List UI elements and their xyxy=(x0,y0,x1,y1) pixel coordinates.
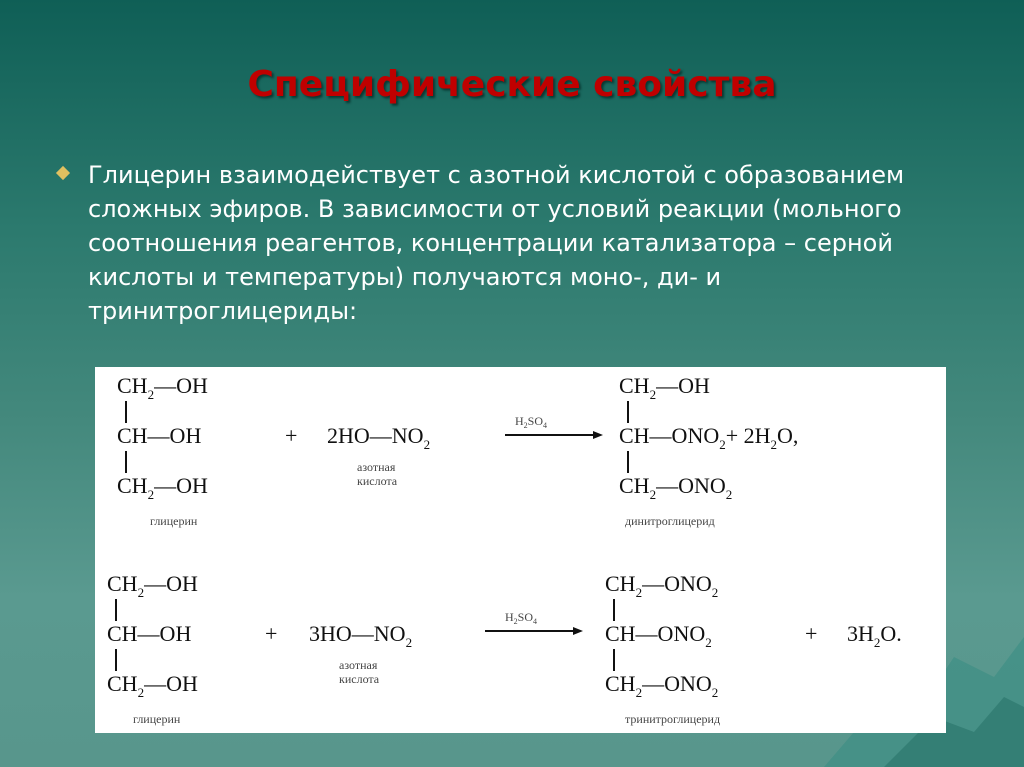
svg-text:3H2O.: $3H_2O$. xyxy=(847,621,902,650)
svg-text:+: + xyxy=(805,621,818,646)
svg-text:3HO—NO2: $3HO—NO_2$ xyxy=(309,621,413,650)
r1-label-product: динитроглицерид xyxy=(625,514,715,528)
svg-text:H2SO4: $H_2SO_4$ xyxy=(515,414,548,430)
svg-text:CH2—ONO2: $CH_2—ONO_2$ xyxy=(619,473,733,502)
reaction-diagram xyxy=(95,367,946,733)
svg-text:CH2—OH: $CH_2—OH$ xyxy=(117,373,208,402)
r2-label-product: тринитроглицерид xyxy=(625,712,721,726)
reaction-1 xyxy=(117,373,798,528)
r1-ch2-bot: CH xyxy=(117,473,148,498)
r1-ch2-top: CH xyxy=(117,373,148,398)
svg-text:CH—ONO2+ 2H2O,: $CH—ONO_2+ 2H_2O$, xyxy=(619,423,799,452)
slide-title: Специфические свойства xyxy=(247,64,777,105)
svg-text:CH2—OH: $CH_2—OH$ xyxy=(117,473,208,502)
svg-text:+: + xyxy=(265,621,278,646)
r2-label-glycerin: глицерин xyxy=(133,712,181,726)
svg-text:азотная: азотная xyxy=(339,658,378,672)
r1-choh: CH—OH xyxy=(117,423,202,448)
r1-acid: 2HO—NO xyxy=(327,423,424,448)
r1-arrow-icon xyxy=(593,431,603,439)
svg-text:CH2—OH: $CH_2—OH$ xyxy=(107,571,198,600)
svg-text:CH2—OH: $CH_2—OH$ xyxy=(107,671,198,700)
svg-text:CH—OH: CH—OH xyxy=(107,621,192,646)
r1-label-acid-1: азотная xyxy=(357,460,396,474)
reaction-scheme-image xyxy=(95,367,946,733)
svg-text:H2SO4: $H_2SO_4$ xyxy=(505,610,538,626)
svg-text:CH2—ONO2: $CH_2—ONO_2$ xyxy=(605,571,719,600)
r2-arrow-icon xyxy=(573,627,583,635)
svg-text:2HO—NO2: $2HO—NO_2$ xyxy=(327,423,431,452)
svg-text:кислота: кислота xyxy=(339,672,380,686)
r1-oh-top: —OH xyxy=(154,373,208,398)
svg-text:CH—ONO2: $CH—ONO_2$ xyxy=(605,621,712,650)
r1-plus: + xyxy=(285,423,298,448)
svg-text:CH2—OH: $CH_2—OH$ xyxy=(619,373,710,402)
r1-label-acid-2: кислота xyxy=(357,474,398,488)
svg-text:CH2—ONO2: $CH_2—ONO_2$ xyxy=(605,671,719,700)
reaction-2 xyxy=(107,571,902,726)
diamond-bullet-icon xyxy=(56,166,70,180)
r1-label-glycerin: глицерин xyxy=(150,514,198,528)
bullet-text: Глицерин взаимодействует с азотной кислотой с образованием сложных эфиров. В зависимости от условий реакции (мольного соотношения реагентов, концентрации катализатора – серной кислоты и температуры) получаются моно-, ди- и тринитроглицериды: xyxy=(88,161,905,325)
